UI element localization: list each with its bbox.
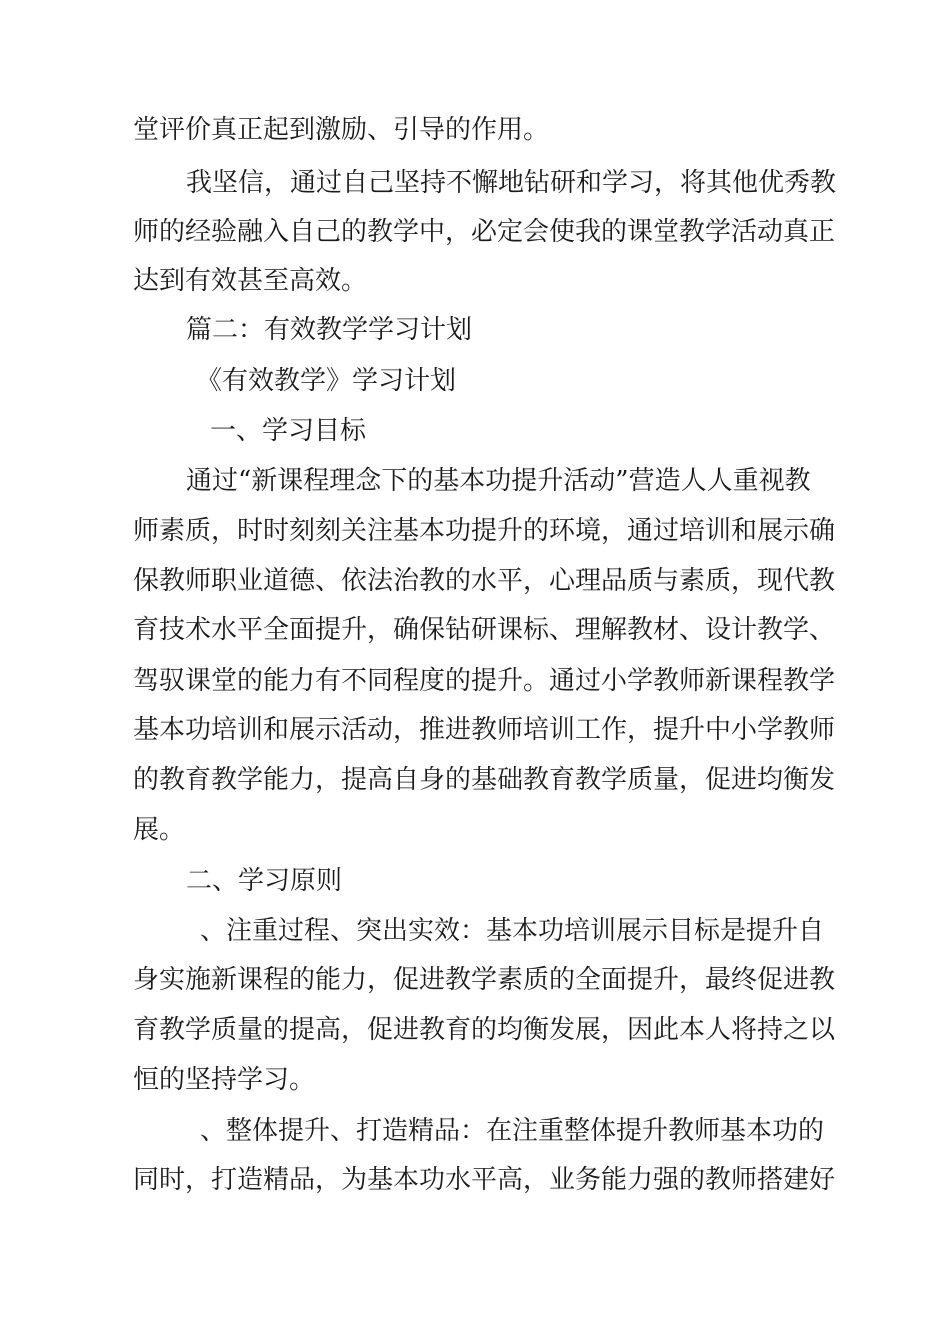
heading-learning-goals: 一、学习目标 [210,416,367,446]
text-line-14: 的教育教学能力，提高自身的基础教育教学质量，促进均衡发 [133,765,836,795]
document-title: 《有效教学》学习计划 [196,366,457,396]
text-line-4: 达到有效甚至高效。 [133,266,368,296]
text-line-20: 恒的坚持学习。 [133,1065,316,1095]
text-line-13: 基本功培训和展示活动，推进教师培训工作，提升中小学教师 [133,715,836,745]
text-line-22: 同时，打造精品，为基本功水平高，业务能力强的教师搭建好 [133,1165,836,1195]
text-line-9: 师素质，时时刻刻关注基本功提升的环境，通过培训和展示确 [133,516,836,546]
text-line-8: 通过“新课程理念下的基本功提升活动”营造人人重视教 [186,466,811,496]
section-heading-part-two: 篇二：有效教学学习计划 [186,315,473,345]
text-line-19: 育教学质量的提高，促进教育的均衡发展，因此本人将持之以 [133,1015,836,1045]
text-line-15: 展。 [133,815,186,845]
text-line-18: 身实施新课程的能力，促进教学素质的全面提升，最终促进教 [133,965,836,995]
text-line-3: 师的经验融入自己的教学中，必定会使我的课堂教学活动真正 [133,217,836,247]
text-line-2: 我坚信，通过自己坚持不懈地钻研和学习，将其他优秀教 [186,168,837,198]
text-line-21: 、整体提升、打造精品：在注重整体提升教师基本功的 [200,1116,825,1146]
text-line-17: 、注重过程、突出实效：基本功培训展示目标是提升自 [200,916,825,946]
text-line-11: 育技术水平全面提升，确保钻研课标、理解教材、设计教学、 [133,615,836,645]
heading-learning-principles: 二、学习原则 [186,866,343,896]
text-line-12: 驾驭课堂的能力有不同程度的提升。通过小学教师新课程教学 [133,666,836,696]
text-line-1: 堂评价真正起到激励、引导的作用。 [133,115,550,145]
text-line-10: 保教师职业道德、依法治教的水平，心理品质与素质，现代教 [133,566,836,596]
